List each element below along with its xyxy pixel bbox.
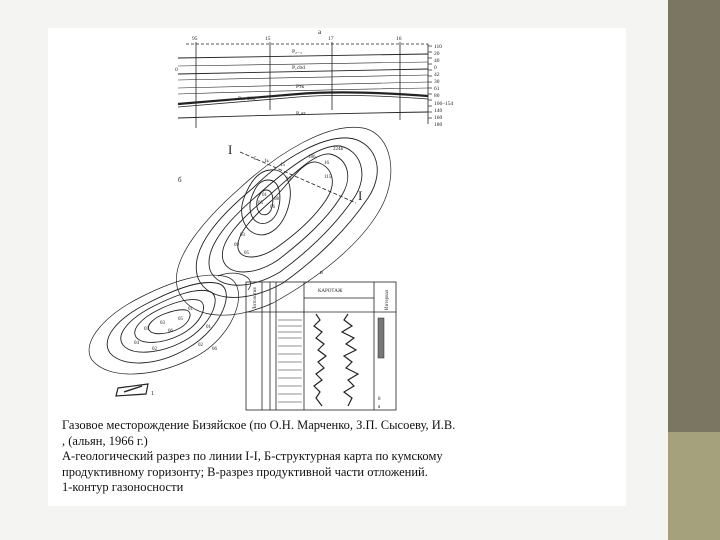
layer-label: Pтк bbox=[296, 84, 305, 90]
well-label: 06 bbox=[168, 329, 173, 334]
contour-line bbox=[176, 127, 390, 315]
well-label: 05 bbox=[244, 251, 249, 256]
caption-line: 1-контур газоносности bbox=[62, 480, 184, 494]
well-label: 186 bbox=[308, 155, 316, 160]
depth-label: 40 bbox=[434, 58, 440, 64]
stratum-line bbox=[178, 75, 428, 80]
log-curve-sp bbox=[314, 314, 326, 406]
well-label: 115 bbox=[324, 175, 332, 180]
well-label: 02 bbox=[198, 343, 203, 348]
well-label: 02 bbox=[152, 347, 157, 352]
well-label: 16 bbox=[396, 36, 402, 42]
log-column-labels bbox=[253, 287, 390, 410]
caption-line: продуктивному горизонту; В-разрез продуктивной части отложений. bbox=[62, 464, 428, 479]
depth-label: 106–154 bbox=[434, 101, 454, 107]
depth-label: 0 bbox=[434, 65, 437, 71]
lithology-hatch bbox=[278, 320, 302, 402]
well-label: 04 bbox=[134, 341, 139, 346]
well-label: 5 bbox=[254, 157, 257, 162]
well-label: 03 bbox=[160, 321, 165, 326]
depth-label: 20 bbox=[434, 51, 440, 57]
well-label: 05 bbox=[144, 327, 149, 332]
profile-label-end: I bbox=[358, 188, 363, 203]
layer-label: P₂₋₃ bbox=[292, 49, 302, 55]
section-left-label: 0 bbox=[175, 67, 178, 73]
well-label: 15 bbox=[265, 36, 271, 42]
depth-scale-ticks bbox=[428, 46, 432, 118]
figure-caption bbox=[62, 418, 622, 496]
stratum-line bbox=[178, 54, 428, 58]
caption-line: Газовое месторождение Бизяйское (по О.Н. Марченко, З.П. Сысоеву, И.В. bbox=[62, 418, 456, 432]
log-bottom-label: я bbox=[378, 405, 381, 410]
log-table-frame bbox=[246, 282, 396, 410]
perforation-interval bbox=[378, 318, 384, 358]
profile-label-start: I bbox=[228, 142, 233, 157]
well-label: 09 bbox=[234, 243, 239, 248]
depth-label: 110 bbox=[434, 44, 443, 50]
well-label: 17 bbox=[328, 36, 334, 42]
well-label: 06 bbox=[212, 347, 217, 352]
well-label: 95 bbox=[192, 36, 198, 42]
well-label: 1ь bbox=[264, 159, 269, 164]
productive-horizon bbox=[178, 92, 428, 104]
log-header-center: КАРОТАЖ bbox=[318, 289, 343, 294]
well-label: 10 bbox=[286, 177, 291, 182]
well-label: 05 bbox=[178, 317, 183, 322]
depth-label: 61 bbox=[434, 86, 440, 92]
well-label: 16 bbox=[324, 161, 329, 166]
layer-label: P₁вт bbox=[296, 111, 306, 117]
depth-label: 180 bbox=[434, 122, 443, 128]
caption-line: , (альян, 1966 г.) bbox=[62, 433, 148, 448]
contour-line bbox=[135, 300, 204, 343]
decorative-side-band-accent bbox=[668, 432, 720, 540]
depth-label: 80 bbox=[434, 93, 440, 99]
contour-line bbox=[196, 138, 377, 298]
well-label: 224в bbox=[333, 147, 343, 152]
well-label: 01 bbox=[188, 307, 193, 312]
well-label: 15 bbox=[280, 163, 285, 168]
depth-label: 160 bbox=[434, 115, 443, 121]
geology-figure bbox=[48, 28, 626, 418]
well-label: 01 bbox=[206, 325, 211, 330]
caption-line: А-геологический разрез по линии I-I, Б-структурная карта по кумскому bbox=[62, 449, 443, 463]
log-header-right: Интервал bbox=[385, 289, 390, 310]
section-a-letter: a bbox=[318, 28, 322, 36]
log-header-left: Литология bbox=[253, 287, 258, 310]
well-label: 08 bbox=[274, 197, 279, 202]
depth-label: 140 bbox=[434, 108, 443, 114]
log-bottom-label: 8 bbox=[378, 397, 381, 402]
slide-content bbox=[48, 28, 626, 506]
well-label: 06 bbox=[270, 205, 275, 210]
log-curve-resistivity bbox=[342, 314, 358, 406]
contour-line bbox=[107, 282, 226, 363]
depth-label: 42 bbox=[434, 72, 440, 78]
log-column-letter: в bbox=[320, 270, 323, 276]
depth-label: 30 bbox=[434, 79, 440, 85]
well-label: 01 bbox=[262, 193, 267, 198]
well-label: 05 bbox=[258, 201, 263, 206]
decorative-side-band bbox=[668, 0, 720, 540]
well-label: 03 bbox=[240, 233, 245, 238]
layer-label: Рвт 200 bbox=[238, 96, 256, 102]
legend-number: 1 bbox=[151, 391, 154, 397]
layer-label: P₁cbd bbox=[292, 65, 305, 71]
map-b-letter: б bbox=[178, 176, 182, 184]
